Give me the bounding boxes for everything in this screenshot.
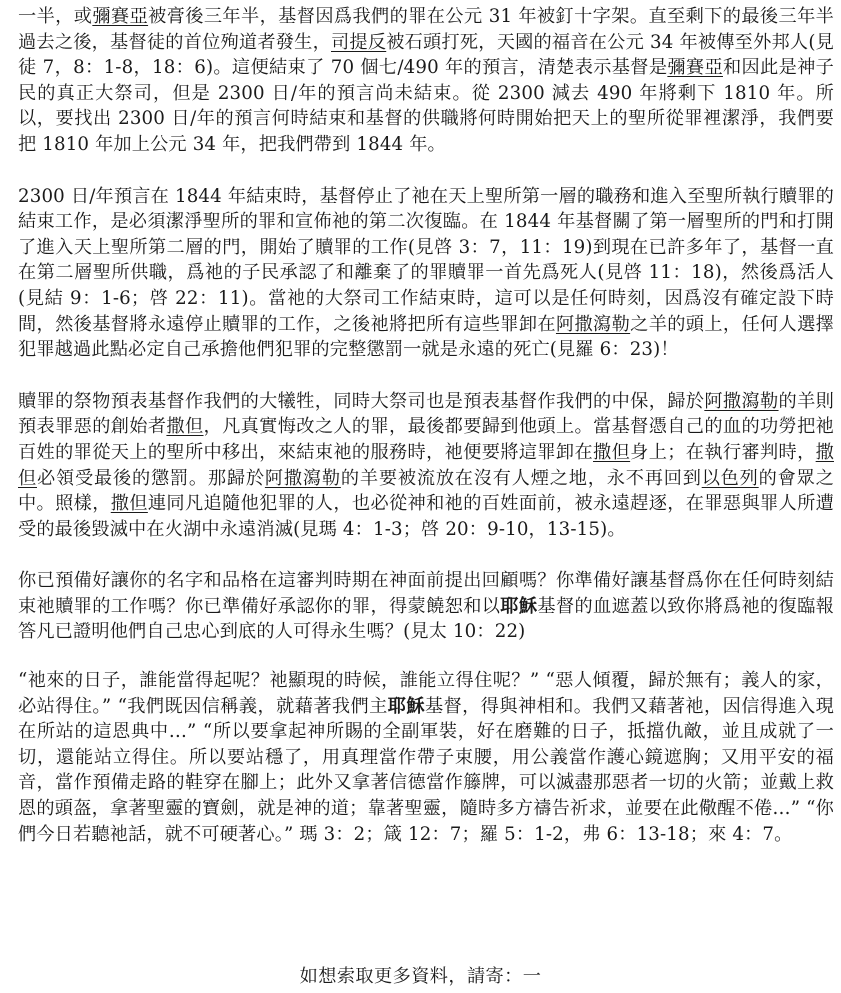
text-run: 身上；在執行審判時， [630,441,816,463]
paragraph-sanctuary-1844 [18,184,834,363]
bold-name: 耶穌 [387,695,425,717]
text-run: ，凡真實悔改之人的罪，最後都要歸到他頭上。當基督憑自己的血的功勞把祂百姓的罪從天上的聖所中移出，來結束祂的服務時，祂便要將這罪卸在 [18,416,834,463]
underlined-name: 司提反 [331,31,387,53]
paragraph-prophecy-timeline [18,4,834,158]
document-page [18,4,834,847]
text-run: 被石頭打死，天國的福音在公元 34 年被傳至外邦人(見徒 7，8：1-8，18：6)。這便結束了 70 個七/490 年的預言，清楚表示基督是 [18,31,834,79]
text-run: 的羊則預表罪惡的創始者 [18,390,834,438]
text-run: 被膏後三年半，基督因爲我們的罪在公元 31 年被釘十字架。直至剩下的最後三年半過去之後，基督徒的首位殉道者發生， [18,6,834,53]
text-run: “祂來的日子，誰能當得起呢？祂顯現的時候，誰能立得住呢？” “惡人傾覆，歸於無有；義人的家，必站得住。” “我們既因信稱義，就藉著我們主 [18,670,834,717]
text-run: 的會眾之中。照樣， [18,467,834,515]
underlined-name: 撒但 [110,493,148,515]
text-run: 必領受最後的懲罰。那歸於 [37,467,265,489]
paragraph-azazel-scapegoat [18,389,834,543]
text-run: 你已預備好讓你的名字和品格在這審判時期在神面前提出回顧嗎？你準備好讓基督爲你在任何時刻結束祂贖罪的工作嗎？你已準備好承認你的罪，得蒙饒恕和以 [18,570,834,617]
underlined-name: 撒但 [593,441,631,463]
text-run: 的羊要被流放在沒有人煙之地，永不再回到 [340,467,702,489]
paragraph-scripture-quotes [18,668,834,847]
underlined-name: 彌賽亞 [92,6,149,27]
footer-contact-line: 如想索取更多資料，請寄：一 [299,966,542,987]
text-run: 基督，得與神相和。我們又藉著祂，因信得進入現在所站的這恩典中…” “所以要拿起神所賜的全副軍裝，好在磨難的日子，抵擋仇敵，並且成就了一切，還能站立得住。所以要站穩了，用真理當作帶子束腰，用公義當作護心鏡遮胸；又用平安的福音，當作預備走路的鞋穿在腳上；此外又拿著信德當作籐牌，可以滅盡那惡者一切的火箭；並戴上救恩的頭盔，拿著聖靈的寶劍，就是神的道；靠著聖靈，隨時多方禱告祈求，並要在此儆醒不倦…” “你們今日若聽祂話，就不可硬著心。” 瑪 3：2；箴 12：7；羅 5：1-2，弗 6：13-18；來 4：7。 [18,695,834,845]
text-run: 一半，或 [18,6,93,27]
text-run: 贖罪的祭物預表基督作我們的大犧牲，同時大祭司也是預表基督作我們的中保，歸於 [18,390,705,412]
underlined-name: 以色列 [701,467,759,489]
underlined-name: 彌賽亞 [667,57,723,79]
text-run: 和因此是神子民的真正大祭司，但是 2300 日/年的預言尚未結束。從 2300 減去 490 年將剩下 1810 年。所以，要找出 2300 日/年的預言何時結束和基督的供職將何時開始把天上的聖所從罪裡潔淨，我們要把 1810 年加上公元 34 年，把我們帶到 1844 年。 [18,57,834,155]
text-run: 2300 日/年預言在 1844 年結束時，基督停止了祂在天上聖所第一層的職務和進入至聖所執行贖罪的結束工作，是必須潔淨聖所的罪和宣佈祂的第二次復臨。在 1844 年基督關了第一層聖所的門和打開了進入天上聖所第二層的門，開始了贖罪的工作(見啓 3：7，11：19)到現在已許多年了，基督一直在第二層聖所供職，爲祂的子民承認了和離棄了的罪贖罪一首先爲死人(見啓 11：18)，然後爲活人(見結 9：1-6；啓 22：11)。當祂的大祭司工作結束時，這可以是任何時刻，因爲沒有確定設下時間，然後基督將永遠停止贖罪的工作，之後祂將把所有這些罪卸在 [18,185,834,335]
underlined-name: 撒但 [18,441,834,489]
underlined-name: 撒但 [166,416,204,438]
paragraph-judgment-question [18,568,834,645]
text-run: 連同凡追隨他犯罪的人，也必從神和祂的百姓面前，被永遠趕逐，在罪惡與罪人所遭受的最後毀滅中在火湖中永遠消滅(見瑪 4：1-3；啓 20：9-10，13-15)。 [18,493,834,540]
underlined-name: 阿撒瀉勒 [704,390,779,412]
text-run: 基督的血遮蓋以致你將爲祂的復臨報答凡已證明他們自己忠心到底的人可得永生嗎？(見太 10：22) [18,595,834,643]
underlined-name: 阿撒瀉勒 [555,313,631,335]
underlined-name: 阿撒瀉勒 [264,467,341,489]
text-run: 之羊的頭上，任何人選擇犯罪越過此點必定自己承擔他們犯罪的完整懲罰一就是永遠的死亡(見羅 6：23)！ [18,313,834,361]
bold-name: 耶穌 [500,595,538,617]
